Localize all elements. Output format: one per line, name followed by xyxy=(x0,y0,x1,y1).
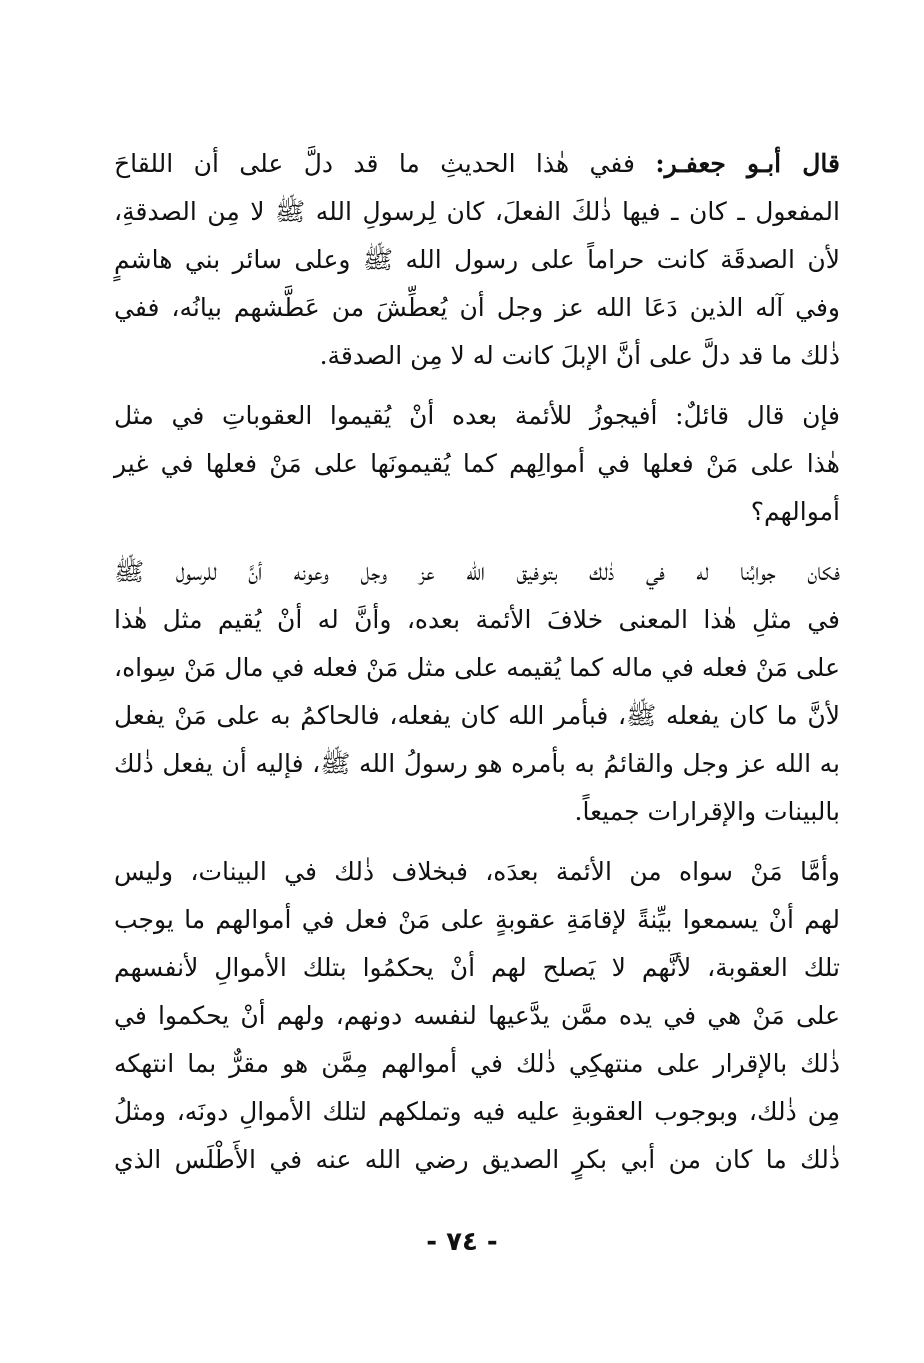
paragraph-3 xyxy=(114,548,840,836)
text-line: في مثلِ هٰذا المعنى خلافَ الأئمة بعده، وأنَّ له أنْ يُقيم مثل هٰذا xyxy=(114,605,840,634)
text-line: مِن ذٰلك، وبوجوب العقوبةِ عليه فيه وتملكهم لتلك الأموالِ دونَه، ومثلُ xyxy=(114,1097,840,1126)
speaker-lead: قال أبـو جعفـر: xyxy=(655,149,840,178)
text-line: لأنَّ ما كان يفعله ﷺ، فبأمر الله كان يفعله، فالحاكمُ به على مَنْ يفعل xyxy=(114,701,840,730)
text-line: على مَنْ هي في يده ممَّن يدَّعيها لنفسه دونهم، ولهم أنْ يحكموا في xyxy=(114,1001,840,1030)
text-line: تلك العقوبة، لأنَّهم لا يَصلح لهم أنْ يحكمُوا بتلك الأموالِ لأنفسهم xyxy=(114,953,840,982)
page-body xyxy=(114,140,840,1196)
line-text: ففي هٰذا الحديثِ ما قد دلَّ على أن اللقاحَ xyxy=(114,149,635,178)
text-line: بالبينات والإقرارات جميعاً. xyxy=(574,797,840,826)
text-line: على مَنْ فعله في ماله كما يُقيمه على مثل مَنْ فعله في مال مَنْ سِواه، xyxy=(114,653,840,682)
text-line: وأمَّا مَنْ سواه من الأئمة بعدَه، فبخلاف ذٰلك في البينات، وليس xyxy=(114,857,840,886)
text-line: وفي آله الذين دَعَا الله عز وجل أن يُعطِّشَ من عَطَّشهم بيانُه، ففي xyxy=(114,293,840,322)
text-line: هٰذا على مَنْ فعلها في أموالِهم كما يُقيمونَها على مَنْ فعلها في غير xyxy=(114,449,840,478)
text-line: لهم أنْ يسمعوا بيِّنةً لإقامَةِ عقوبةٍ على مَنْ فعل في أموالهم ما يوجب xyxy=(114,905,840,934)
text-line: ذٰلك بالإقرار على منتهكِي ذٰلك في أموالهم مِمَّن هو مقرٌّ بما انتهكه xyxy=(114,1049,840,1078)
text-line xyxy=(114,140,840,188)
text-line: به الله عز وجل والقائمُ به بأمره هو رسولُ الله ﷺ، فإليه أن يفعل ذٰلك xyxy=(114,749,840,778)
text-line: المفعول ـ كان ـ فيها ذٰلكَ الفعلَ، كان لِرسولِ الله ﷺ لا مِن الصدقةِ، xyxy=(114,197,840,226)
page-number: - ٧٤ - xyxy=(426,1227,498,1257)
text-line: أموالهم؟ xyxy=(750,497,840,526)
text-line: فكان جوابُنا له في ذٰلك بتوفيق الله عز وجل وعونه أنَّ للرسول ﷺ xyxy=(114,557,840,586)
paragraph-2 xyxy=(114,392,840,536)
paragraph-1 xyxy=(114,140,840,380)
paragraph-4 xyxy=(114,848,840,1184)
text-line: ذٰلك ما كان من أبي بكرٍ الصديق رضي الله عنه في الأَطْلَس الذي xyxy=(114,1145,840,1174)
text-line: لأن الصدقَة كانت حراماً على رسول الله ﷺ وعلى سائر بني هاشمٍ xyxy=(114,245,840,274)
text-line: فإن قال قائلٌ: أفيجوزُ للأئمة بعده أنْ يُقيموا العقوباتِ في مثل xyxy=(114,401,840,430)
text-line: ذٰلك ما قد دلَّ على أنَّ الإبلَ كانت له لا مِن الصدقة. xyxy=(319,341,840,370)
